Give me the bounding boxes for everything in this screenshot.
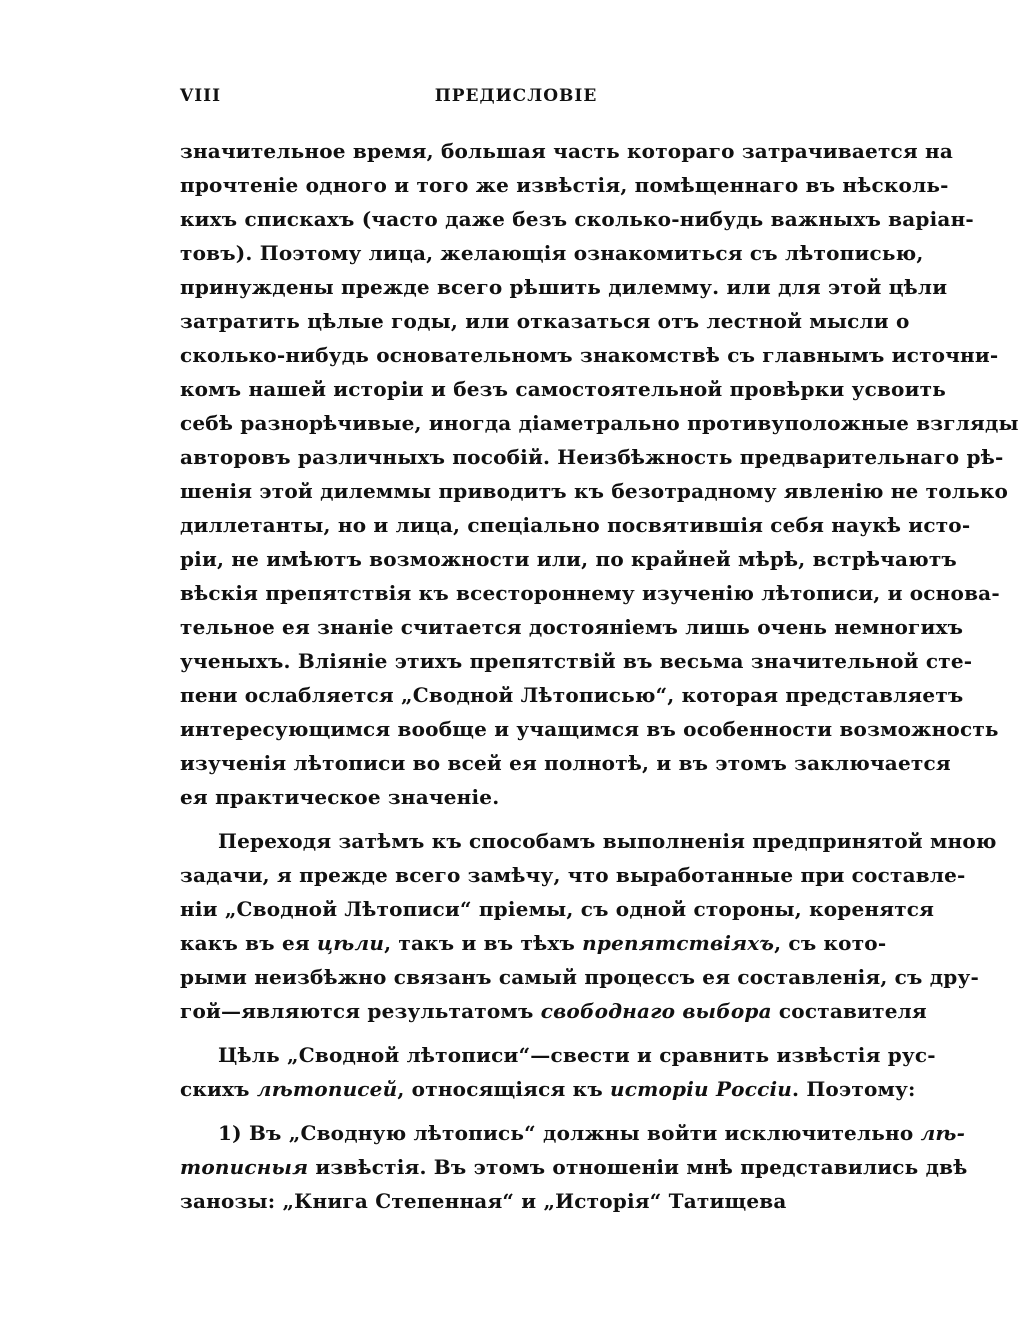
text-line: принуждены прежде всего рѣшить дилемму. или для этой цѣли [180, 275, 948, 299]
paragraph [180, 824, 997, 1028]
text-line: рыми неизбѣжно связанъ самый процессъ ея составленія, съ дру- [180, 965, 979, 989]
paragraph [180, 1038, 936, 1106]
text-line: изученія лѣтописи во всей ея полнотѣ, и въ этомъ заключается [180, 751, 951, 775]
text-line: Цѣль „Сводной лѣтописи“—свести и сравнить извѣстія рус- [218, 1043, 936, 1067]
text-line: вѣскія препятствія къ всестороннему изученію лѣтописи, и основа- [180, 581, 1000, 605]
text-line: интересующимся вообще и учащимся въ особенности возможность [180, 717, 999, 741]
text-line: авторовъ различныхъ пособій. Неизбѣжность предварительнаго рѣ- [180, 445, 1004, 469]
paragraph [180, 1116, 968, 1218]
text-line: себѣ разнорѣчивые, иногда діаметрально противуположные взгляды [180, 411, 1019, 435]
text-line: комъ нашей исторіи и безъ самостоятельной провѣрки усвоить [180, 377, 946, 401]
text-line: прочтеніе одного и того же извѣстія, помѣщеннаго въ нѣсколь- [180, 173, 949, 197]
text-line-with-italics: 1) Въ „Сводную лѣтопись“ должны войти исключительно лѣ- [218, 1121, 966, 1145]
running-title: ПРЕДИСЛОВІЕ [434, 86, 598, 106]
text-line: значительное время, большая часть котораго затрачивается на [180, 139, 954, 163]
text-line: ріи, не имѣютъ возможности или, по крайней мѣрѣ, встрѣчаютъ [180, 547, 957, 571]
text-line: шенія этой дилеммы приводитъ къ безотрадному явленію не только [180, 479, 1009, 503]
body-text [180, 134, 1019, 1218]
text-line: товъ). Поэтому лица, желающія ознакомиться съ лѣтописью, [180, 241, 924, 265]
text-line: ея практическое значеніе. [180, 785, 500, 809]
text-line: кихъ спискахъ (часто даже безъ сколько-нибудь важныхъ варіан- [180, 207, 974, 231]
italic-term: тописныя [180, 1155, 309, 1179]
text-line: тельное ея знаніе считается достояніемъ лишь очень немногихъ [180, 615, 964, 639]
text-line: занозы: „Книга Степенная“ и „Исторія“ Татищева [180, 1189, 787, 1213]
text-line: пени ослабляется „Сводной Лѣтописью“, которая представляетъ [180, 683, 964, 707]
running-head [180, 86, 852, 116]
italic-term: препятствіяхъ [582, 931, 775, 955]
italic-term: свободнаго выбора [540, 999, 772, 1023]
italic-term: лѣ- [920, 1121, 966, 1145]
text-line: Переходя затѣмъ къ способамъ выполненія предпринятой мною [218, 829, 997, 853]
italic-term: цѣли [317, 931, 385, 955]
text-line: задачи, я прежде всего замѣчу, что выработанные при составле- [180, 863, 966, 887]
italic-term: исторіи Россіи [610, 1077, 793, 1101]
text-line: ніи „Сводной Лѣтописи“ пріемы, съ одной стороны, коренятся [180, 897, 935, 921]
text-line: ученыхъ. Вліяніе этихъ препятствій въ весьма значительной сте- [180, 649, 973, 673]
paragraph [180, 134, 1019, 814]
text-line-with-italics: какъ въ ея цѣли, такъ и въ тѣхъ препятствіяхъ, съ кото- [180, 931, 887, 955]
text-line: сколько-нибудь основательномъ знакомствѣ съ главнымъ источни- [180, 343, 999, 367]
italic-term: лѣтописей [256, 1077, 398, 1101]
text-line-with-italics: гой—являются результатомъ свободнаго выбора составителя [180, 999, 927, 1023]
page-number: VIII [180, 86, 222, 106]
text-line: диллетанты, но и лица, спеціально посвятившія себя наукѣ исто- [180, 513, 971, 537]
text-line-with-italics: тописныя извѣстія. Въ этомъ отношеніи мнѣ представились двѣ [180, 1155, 968, 1179]
text-line: затратить цѣлые годы, или отказаться отъ лестной мысли о [180, 309, 910, 333]
text-line-with-italics: скихъ лѣтописей, относящіяся къ исторіи Россіи. Поэтому: [180, 1077, 916, 1101]
